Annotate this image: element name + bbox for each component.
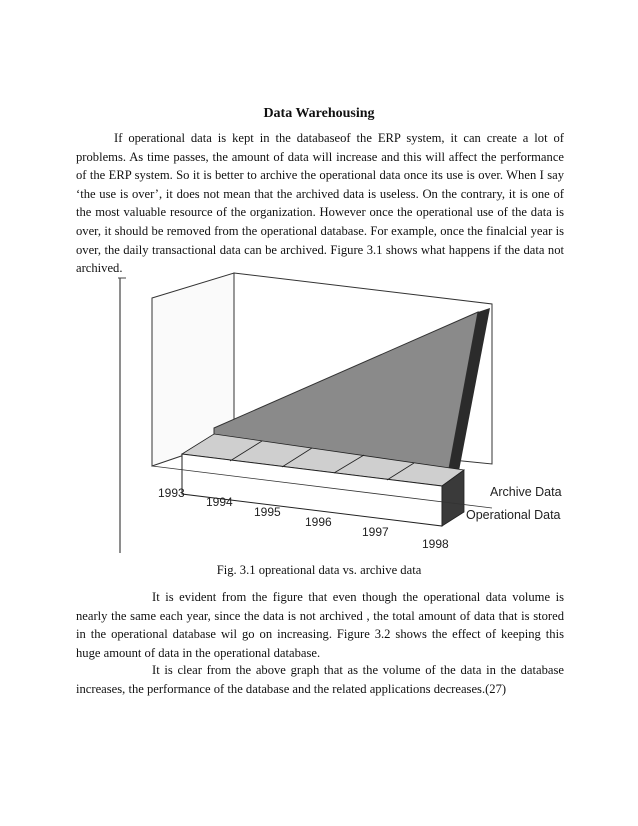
paragraph-intro: If operational data is kept in the databaseof the ERP system, it can create a lot of problems. As time passes, the amount of data will increase and this will affect the performance of the ERP system. So it is better to archive the operational data once its use is over. When I say ‘the use is over’, it does not mean that the archived data is useless. On the contrary, it is one of the most valuable resource of the organization. However once the operational use of the data is over, it should be removed from the operational database. For example, once the finalcial year is over, the daily transactional data can be archived. Figure 3.1 shows what happens if the data not archived. <box>76 131 564 276</box>
year-label-1994: 1994 <box>206 495 233 509</box>
paragraph-conclusion: It is clear from the above graph that as the volume of the data in the database increases, the performance of the database and the related applications decreases.(27) <box>76 663 564 696</box>
figure-caption: Fig. 3.1 opreational data vs. archive data <box>216 563 422 577</box>
year-label-1998: 1998 <box>422 537 449 551</box>
year-label-1997: 1997 <box>362 525 389 539</box>
legend-archive-data: Archive Data <box>490 485 562 499</box>
year-label-1993: 1993 <box>158 486 185 500</box>
year-label-1995: 1995 <box>254 505 281 519</box>
page-title: Data Warehousing <box>263 106 375 121</box>
year-label-1996: 1996 <box>305 515 332 529</box>
legend-operational-data: Operational Data <box>466 508 561 522</box>
figure-3-1 <box>112 268 572 558</box>
paragraph-evidence: It is evident from the figure that even though the operational data volume is nearly the same each year, since the data is not archived , the total amount of data that is stored in the operational database wil go on increasing. Figure 3.2 shows the effect of keeping this huge amount of data in the operational database. <box>76 590 564 660</box>
